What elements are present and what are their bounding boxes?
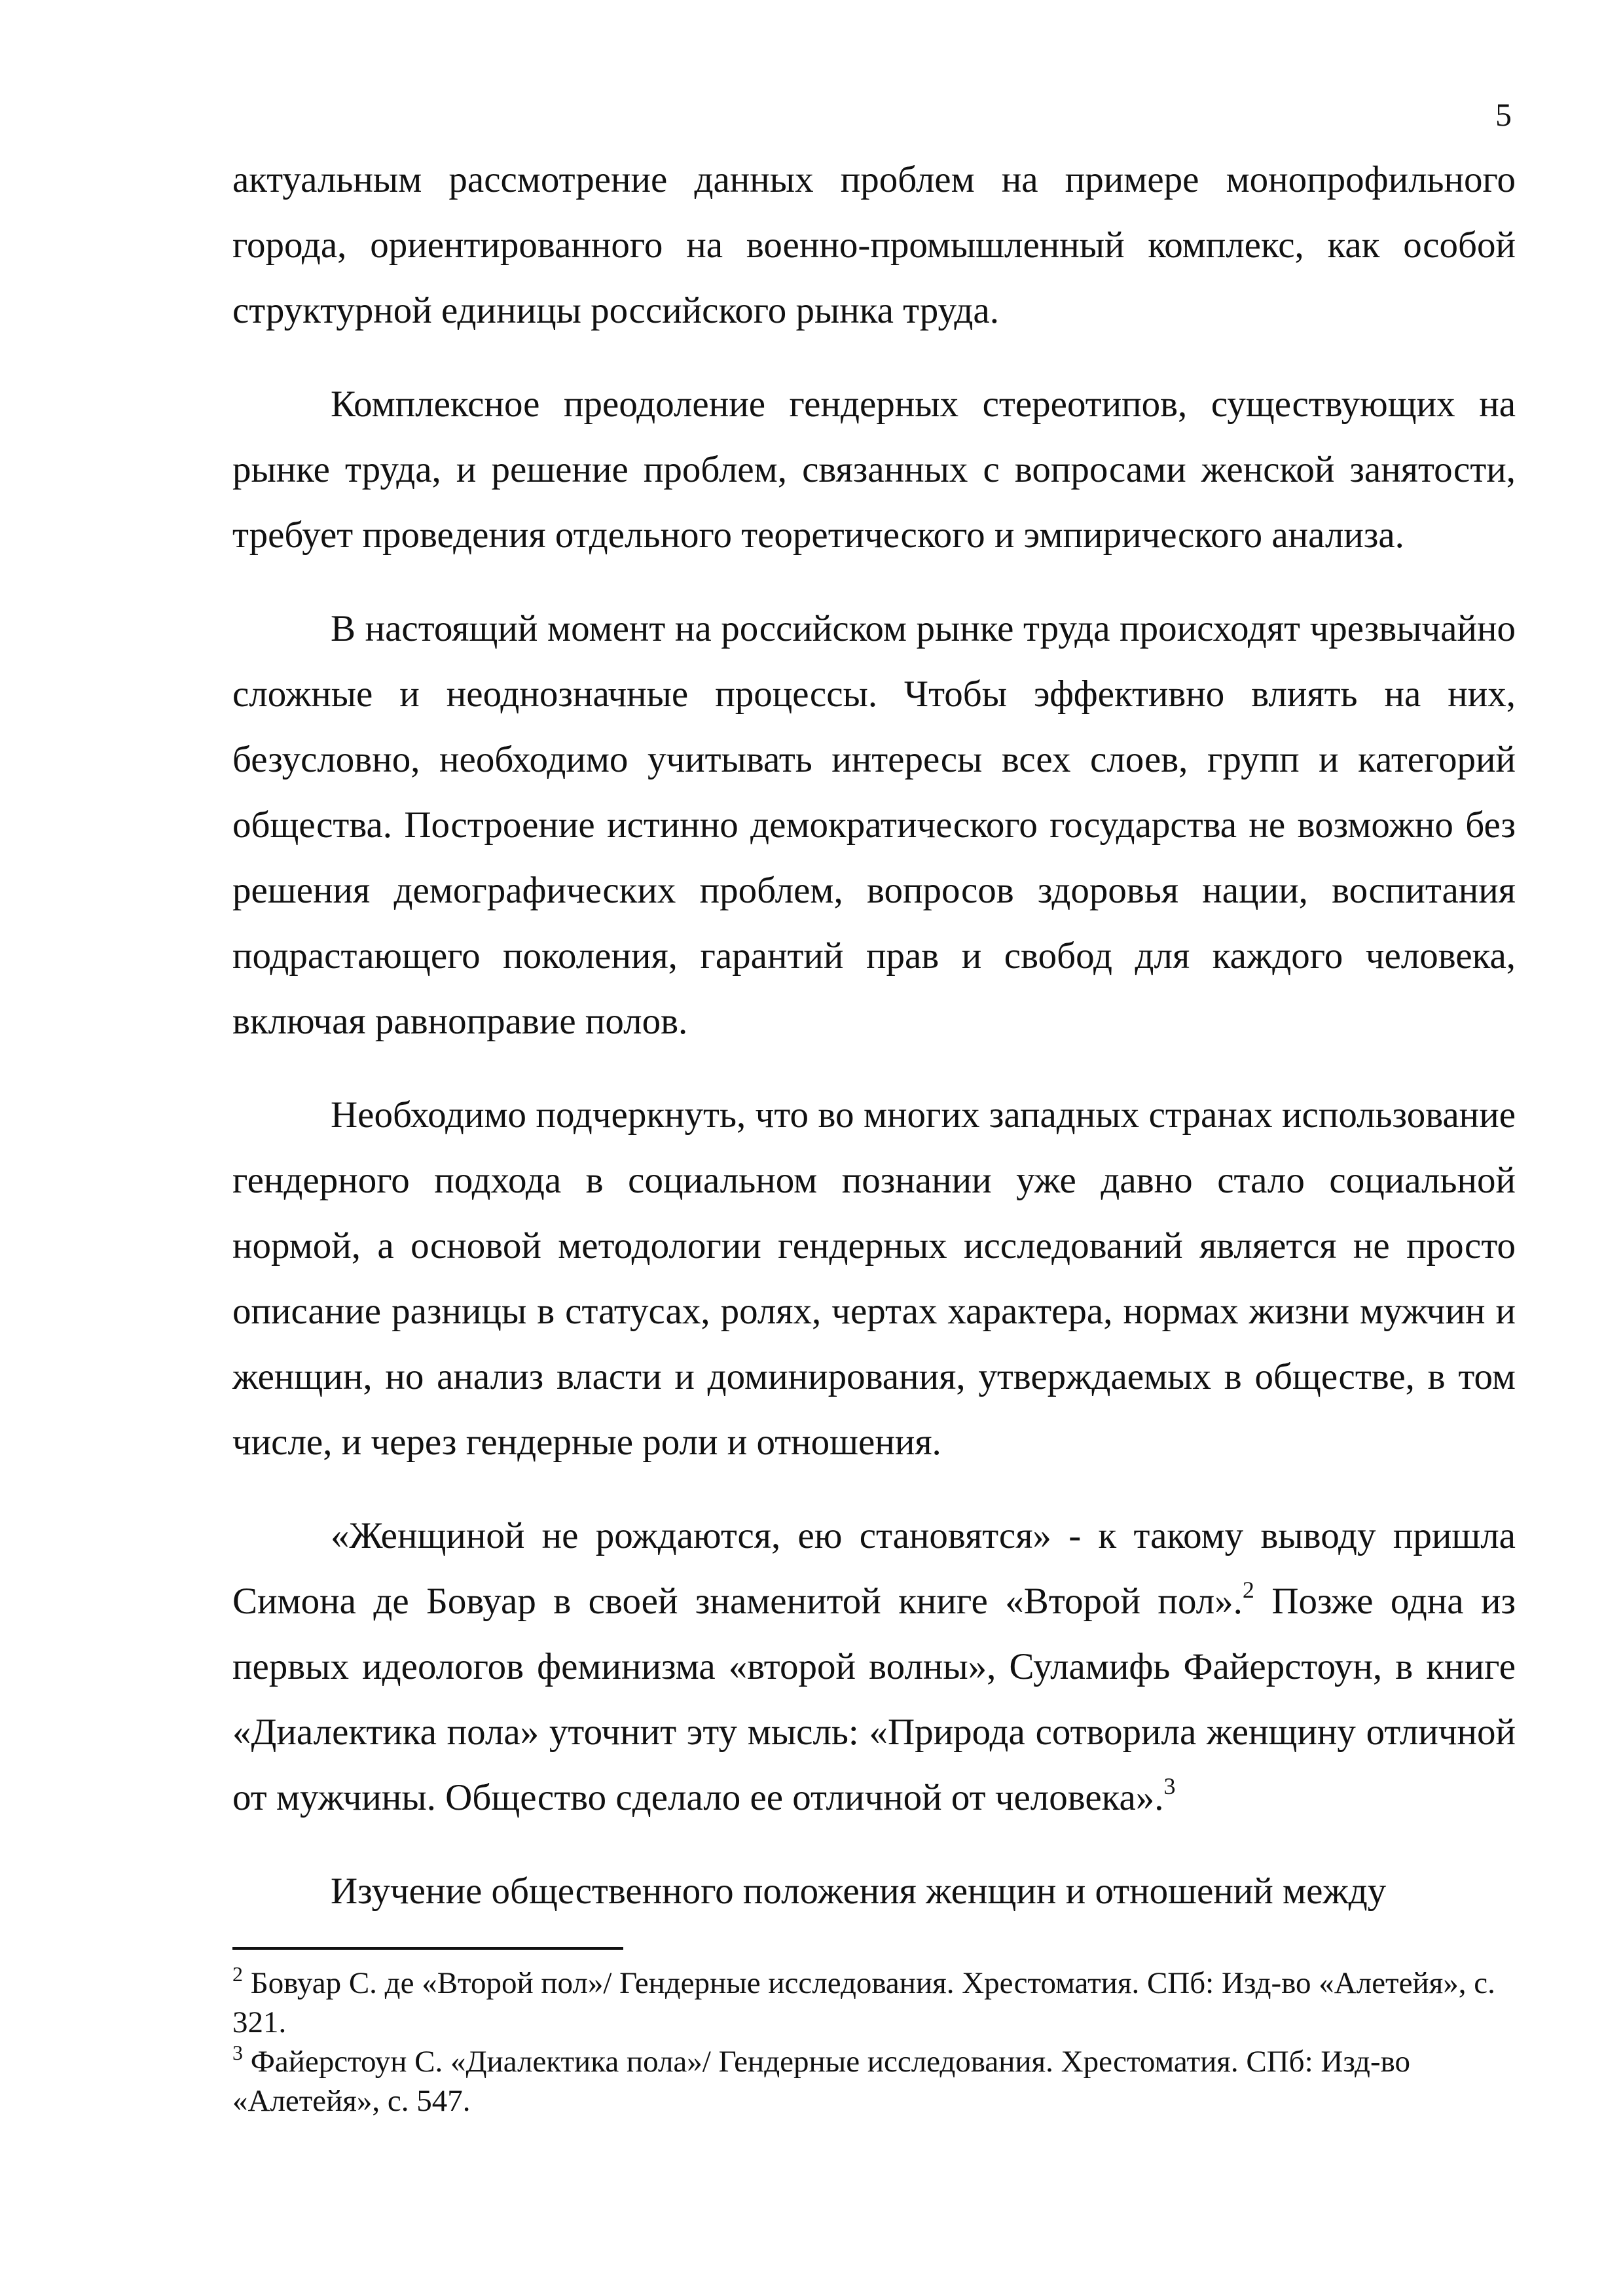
- footnote-number: 2: [232, 1962, 243, 1986]
- paragraph-3: В настоящий момент на российском рынке труда происходят чрезвычайно сложные и неоднозначные процессы. Чтобы эффективно влиять на них, безусловно, необходимо учитывать интересы всех слоев, групп и категорий общества. Построение истинно демократического государства не возможно без решения демографических проблем, вопросов здоровья нации, воспитания подрастающего поколения, гарантий прав и свобод для каждого человека, включая равноправие полов.: [232, 608, 1516, 1042]
- footnote-number: 3: [232, 2041, 243, 2064]
- page-number: 5: [1495, 96, 1512, 133]
- footnote-3: [232, 2042, 1516, 2121]
- paragraph-1: актуальным рассмотрение данных проблем на примере монопрофильного города, ориентированного на военно-промышленный комплекс, как особой структурной единицы российского рынка труда.: [232, 159, 1516, 331]
- paragraph-2: Комплексное преодоление гендерных стереотипов, существующих на рынке труда, и решение проблем, связанных с вопросами женской занятости, требует проведения отдельного теоретического и эмпирического анализа.: [232, 384, 1516, 556]
- footnote-2: [232, 1964, 1516, 2042]
- paragraph-5-part-1: «Женщиной не рождаются, ею становятся» - к такому выводу пришла Симона де Бовуар в своей знаменитой книге «Второй пол».: [232, 1515, 1516, 1622]
- footnote-ref-3[interactable]: 3: [1163, 1773, 1176, 1799]
- body-text: [232, 147, 1516, 1924]
- paragraph-5-part-2: Позже одна из первых идеологов феминизма «второй волны», Суламифь Файерстоун, в книге «Диалектика пола» уточнит эту мысль: «Природа сотворила женщину отличной от мужчины. Общество сделало ее отличной от человека».: [232, 1581, 1516, 1818]
- paragraph-5: [232, 1503, 1516, 1859]
- paragraph-4: Необходимо подчеркнуть, что во многих западных странах использование гендерного подхода в социальном познании уже давно стало социальной нормой, а основой методологии гендерных исследований является не просто описание разницы в статусах, ролях, чертах характера, нормах жизни мужчин и женщин, но анализ власти и доминирования, утверждаемых в обществе, в том числе, и через гендерные роли и отношения.: [232, 1094, 1516, 1463]
- footnote-ref-2[interactable]: 2: [1242, 1577, 1254, 1603]
- footnote-text: Бовуар С. де «Второй пол»/ Гендерные исследования. Хрестоматия. СПб: Изд-во «Алетейя», с. 321.: [232, 1966, 1495, 2039]
- paragraph-6: Изучение общественного положения женщин и отношений между: [331, 1871, 1387, 1912]
- footnote-text: Файерстоун С. «Диалектика пола»/ Гендерные исследования. Хрестоматия. СПб: Изд-во «Алетейя», с. 547.: [232, 2045, 1410, 2118]
- footnote-divider: [232, 1947, 623, 1950]
- footnotes: [232, 1964, 1516, 2121]
